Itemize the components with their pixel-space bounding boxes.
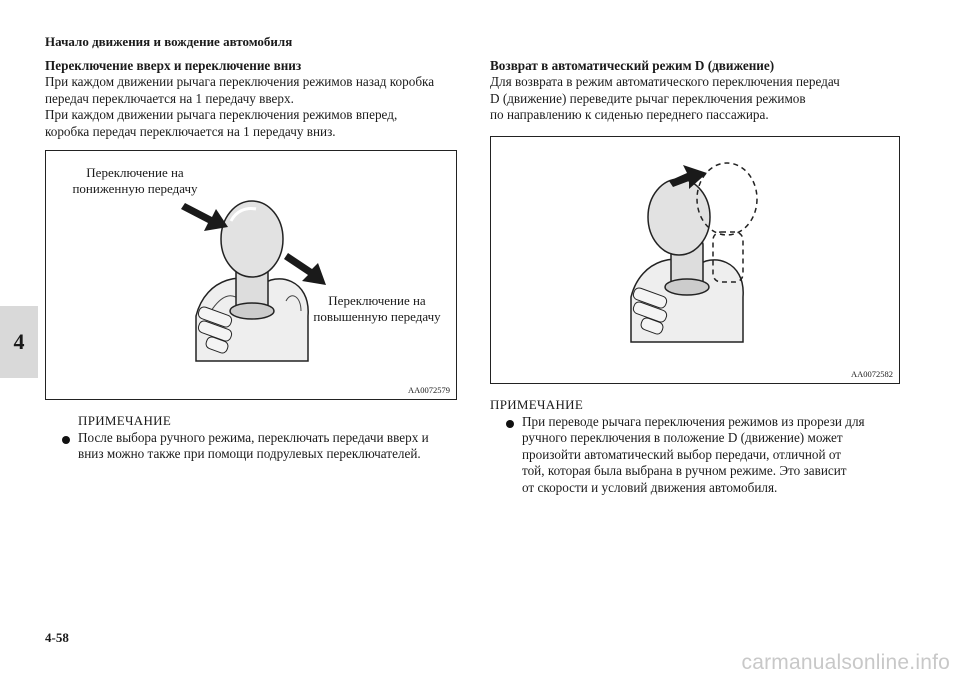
- right-line: D (движение) переведите рычаг переключения режимов: [490, 90, 806, 106]
- downshift-label: Переключение на пониженную передачу: [72, 165, 198, 196]
- page-header: Начало движения и вождение автомобиля: [45, 34, 293, 49]
- left-figure: [45, 150, 457, 400]
- note-line: той, которая была выбрана в ручном режиме. Это зависит: [522, 463, 847, 479]
- right-note-text: [522, 414, 865, 496]
- right-line: по направлению к сиденью переднего пассажира.: [490, 107, 769, 123]
- right-figure: [490, 136, 900, 384]
- right-note-title: ПРИМЕЧАНИЕ: [490, 397, 584, 412]
- figure-code: AA0072582: [850, 369, 893, 379]
- bullet-icon: [506, 420, 514, 428]
- watermark: carmanualsonline.info: [741, 651, 950, 674]
- note-line: При переводе рычага переключения режимов из прорези для: [522, 414, 865, 429]
- right-line: Для возврата в режим автоматического переключения передач: [490, 74, 840, 90]
- left-note-text: [78, 430, 429, 463]
- left-heading: Переключение вверх и переключение вниз: [45, 58, 302, 73]
- note-line: произойти автоматический выбор передачи, отличной от: [522, 446, 842, 462]
- right-heading: Возврат в автоматический режим D (движение): [490, 58, 775, 73]
- upshift-arrow: [284, 253, 326, 285]
- left-line: передач переключается на 1 передачу вверх.: [45, 90, 294, 106]
- left-note-title: ПРИМЕЧАНИЕ: [78, 413, 172, 428]
- shifter-knob: [221, 201, 283, 277]
- left-line: При каждом движении рычага переключения режимов назад коробка: [45, 74, 435, 90]
- note-line: от скорости и условий движения автомобиля.: [522, 479, 778, 495]
- left-text-block: [45, 58, 434, 140]
- figure-code: AA0072579: [407, 385, 450, 395]
- note-line: После выбора ручного режима, переключать передачи вверх и: [78, 430, 429, 445]
- bullet-icon: [62, 436, 70, 444]
- left-line: коробка передач переключается на 1 передачу вниз.: [45, 123, 336, 139]
- left-line: При каждом движении рычага переключения режимов вперед,: [45, 107, 398, 123]
- section-tab: 4: [0, 306, 38, 378]
- gear-shifter-illustration: [491, 137, 899, 383]
- note-line: ручного переключения в положение D (движение) может: [522, 430, 843, 446]
- note-line: вниз можно также при помощи подрулевых переключателей.: [78, 446, 421, 462]
- upshift-label: Переключение на повышенную передачу: [313, 293, 441, 324]
- downshift-arrow: [181, 203, 228, 231]
- right-text-block: [490, 58, 840, 124]
- page-number: 4-58: [45, 630, 69, 645]
